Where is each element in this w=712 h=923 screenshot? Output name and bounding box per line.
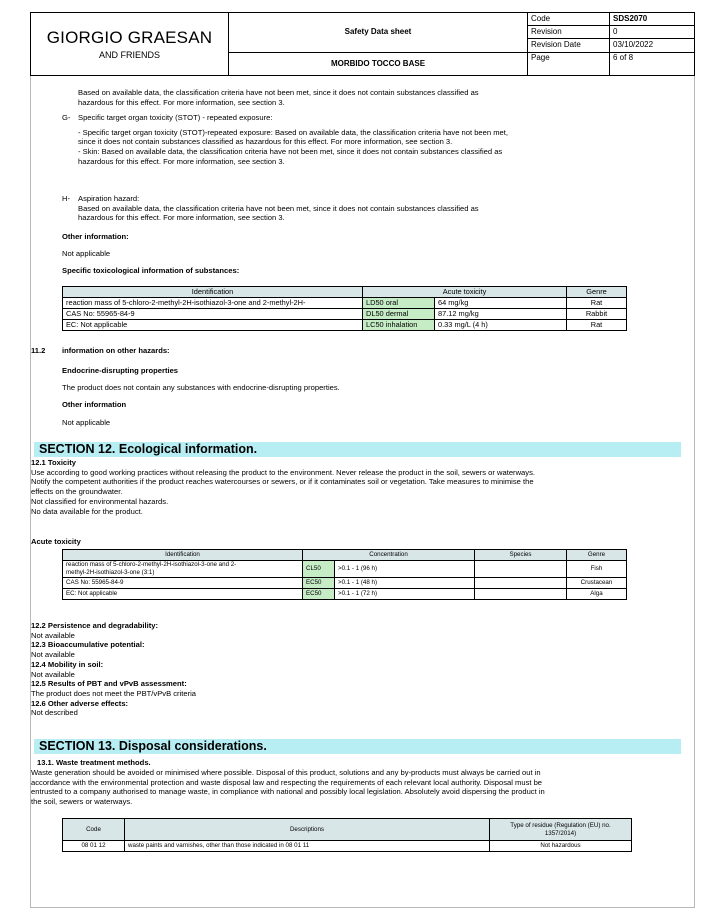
toxicity-p1: Use according to good working practices without releasing the product to the environment. Never release the product in the soil, sewers or waterways. [31,467,535,477]
tox-h-block [78,194,479,223]
page-label: Page [528,52,610,75]
table-row [63,561,627,578]
cell-ident: EC: Not applicable [63,320,363,331]
toxicity-p2: Notify the competent authorities if the product reaches watercourses or sewers, or if it contaminates soil or vegetation. Take measures to minimise the [31,477,534,487]
section-11-2-number: 11.2 [31,346,46,355]
other-info-2-value: Not applicable [62,418,111,427]
cell-species [475,588,567,599]
cell-type: EC50 [303,588,335,599]
tox-h-line-2: hazardous for this effect. For more information, see section 3. [78,213,285,223]
revision-value: 0 [610,26,695,39]
specific-tox-title: Specific toxicological information of substances: [62,266,240,275]
bioaccumulative-title: 12.3 Bioaccumulative potential: [31,640,145,650]
col-identification: Identification [63,550,303,561]
adverse-effects-value: Not described [31,708,78,718]
cell-ident-line-1: reaction mass of 5-chloro-2-methyl-2H-isothiazol-3-one and 2- [66,561,237,568]
table-row [63,577,627,588]
eco-toxicity-table [62,549,627,600]
section-12-1-block [31,458,691,516]
cell-ident [63,561,303,578]
toxicity-p5: No data available for the product. [31,506,143,516]
toxicity-p3: effects on the groundwater. [31,487,123,497]
code-value: SDS2070 [613,13,648,23]
endocrine-text: The product does not contain any substances with endocrine-disrupting properties. [62,383,340,392]
waste-p2: accordance with the environmental protection and waste disposal law and respecting the requirements of each relevant local authority. Disposal must be [31,777,543,787]
tox-g-line-2: since it does not contain substances classified as hazardous for this effect. For more information, see section 3. [78,137,453,147]
cell-value: 64 mg/kg [435,298,567,309]
toxicity-title: 12.1 Toxicity [31,458,77,467]
persistence-value: Not available [31,630,75,640]
section-12-banner: SECTION 12. Ecological information. [34,442,681,457]
waste-code-table [62,818,632,852]
toxicity-p4: Not classified for environmental hazards. [31,496,169,506]
code-label: Code [528,13,610,26]
tox-h-line-1: Based on available data, the classification criteria have not been met, since it does not contain substances classified as [78,203,479,213]
table-row [63,298,627,309]
tox-intro-line-1: Based on available data, the classification criteria have not been met, since it does not contain substances classified as [78,88,479,97]
cell-description: waste paints and varnishes, other than those indicated in 08 01 11 [125,841,490,852]
tox-g-line-4: hazardous for this effect. For more information, see section 3. [78,156,285,166]
other-info-title: Other information: [62,232,129,241]
cell-route: DL50 dermal [363,309,435,320]
table-row [63,309,627,320]
cell-genre: Rat [567,298,627,309]
mobility-title: 12.4 Mobility in soil: [31,659,104,669]
cell-type: CL50 [303,561,335,578]
company-subname: AND FRIENDS [98,49,160,60]
cell-value: 0.33 mg/L (4 h) [435,320,567,331]
cell-genre: Rabbit [567,309,627,320]
col-species: Species [475,550,567,561]
waste-treatment-title: 13.1. Waste treatment methods. [37,758,151,767]
cell-concentration: >0.1 - 1 (48 h) [335,577,475,588]
cell-genre: Crustacean [567,577,627,588]
cell-ident: reaction mass of 5-chloro-2-methyl-2H-isothiazol-3-one and 2-methyl-2H- [63,298,363,309]
cell-concentration: >0.1 - 1 (72 h) [335,588,475,599]
col-genre: Genre [567,550,627,561]
revision-date-value: 03/10/2022 [610,39,695,52]
cell-route: LD50 oral [363,298,435,309]
waste-p3: entrusted to a company authorised to manage waste, in compliance with national and possibly local legislation. Absolutely avoid dispersing the product in [31,787,545,797]
company-name: GIORGIO GRAESAN [46,27,213,47]
cell-genre: Alga [567,588,627,599]
cell-genre: Rat [567,320,627,331]
col-code: Code [63,819,125,841]
mobility-value: Not available [31,669,75,679]
cell-value: 87.12 mg/kg [435,309,567,320]
table-row [63,320,627,331]
pbt-value: The product does not meet the PBT/vPvB criteria [31,689,197,699]
table-row [63,841,632,852]
revision-label: Revision [528,26,610,39]
tox-intro [78,88,479,107]
waste-treatment-text [31,768,693,807]
cell-ident-line-2: methyl-2H-isothiazol-3-one (3:1) [66,568,155,576]
tox-g-block [78,113,508,167]
other-info-2-title: Other information [62,400,127,409]
product-name: MORBIDO TOCCO BASE [229,52,528,75]
col-residue-type-line-1: Type of residue (Regulation (EU) no. [510,821,611,829]
waste-p4: the soil, sewers or waterways. [31,797,133,807]
cell-code: 08 01 12 [63,841,125,852]
page-value: 6 of 8 [610,52,695,75]
cell-ident: EC: Not applicable [63,588,303,599]
cell-species [475,561,567,578]
col-descriptions: Descriptions [125,819,490,841]
col-concentration: Concentration [303,550,475,561]
document-title: Safety Data sheet [229,13,528,53]
pbt-title: 12.5 Results of PBT and vPvB assessment: [31,679,187,689]
tox-h-label: H- [62,194,71,203]
tox-h-title: Aspiration hazard: [78,194,140,203]
cell-species [475,577,567,588]
company-block [31,13,229,76]
section-13-banner: SECTION 13. Disposal considerations. [34,739,681,754]
tox-g-line-1: - Specific target organ toxicity (STOT)-repeated exposure: Based on available data, the classification criteria have not been met, [78,127,508,137]
tox-g-title: Specific target organ toxicity (STOT) - repeated exposure: [78,113,273,122]
col-genre: Genre [567,287,627,298]
tox-intro-line-2: hazardous for this effect. For more information, see section 3. [78,97,285,107]
col-residue-type-line-2: 1357/2014) [544,829,577,837]
col-acute-toxicity: Acute toxicity [363,287,567,298]
cell-concentration: >0.1 - 1 (96 h) [335,561,475,578]
col-identification: Identification [63,287,363,298]
col-residue-type [490,819,632,841]
cell-genre: Fish [567,561,627,578]
tox-g-line-3: - Skin: Based on available data, the classification criteria have not been met, since it does not contain substances classified as [78,147,503,157]
endocrine-title: Endocrine-disrupting properties [62,366,179,375]
section-11-2-title: information on other hazards: [62,346,170,355]
cell-residue-type: Not hazardous [490,841,632,852]
sds-header [30,12,695,76]
persistence-title: 12.2 Persistence and degradability: [31,621,159,630]
table-row [63,588,627,599]
cell-ident: CAS No: 55965-84-9 [63,309,363,320]
tox-substance-table [62,286,627,331]
revision-date-label: Revision Date [528,39,610,52]
cell-ident: CAS No: 55965-84-9 [63,577,303,588]
section-12-subsections [31,621,196,718]
acute-toxicity-title: Acute toxicity [31,537,81,546]
cell-route: LC50 inhalation [363,320,435,331]
adverse-effects-title: 12.6 Other adverse effects: [31,698,129,708]
waste-p1: Waste generation should be avoided or minimised where possible. Disposal of this product, solutions and any by-products must always be carried out in [31,768,541,777]
cell-type: EC50 [303,577,335,588]
tox-g-label: G- [62,113,71,122]
bioaccumulative-value: Not available [31,650,75,660]
other-info-value: Not applicable [62,249,111,258]
